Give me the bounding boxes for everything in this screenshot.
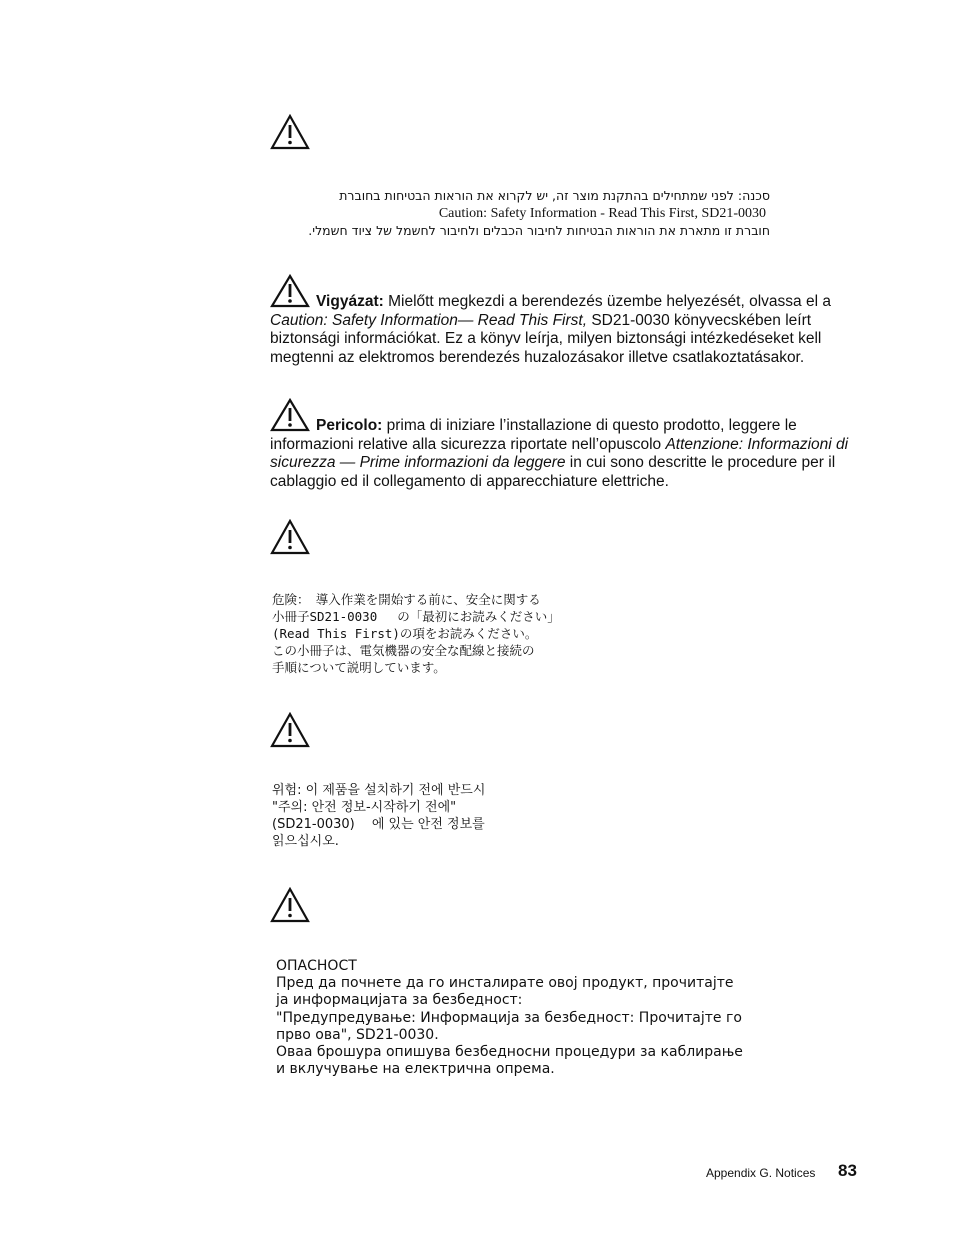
- warning-triangle-icon: [270, 887, 310, 923]
- korean-warning-line: 위험: 이 제품을 설치하기 전에 반드시: [272, 783, 486, 798]
- warning-triangle-icon: [270, 274, 310, 308]
- korean-warning-line: 읽으십시오.: [272, 834, 339, 849]
- hungarian-warning: [270, 274, 870, 367]
- macedonian-warning-line: Оваа брошура опишува безбедносни процедури за каблирање: [276, 1044, 743, 1061]
- korean-warning-line: (SD21-0030) 에 있는 안전 정보를: [272, 817, 485, 832]
- footer-section-title: Appendix G. Notices: [706, 1166, 816, 1180]
- italian-warning-label: Pericolo:: [316, 417, 383, 434]
- warning-triangle-icon: [270, 519, 310, 555]
- japanese-warning-line: 手順について説明しています。: [272, 660, 446, 675]
- macedonian-warning-line: и вклучување на електрична опрема.: [276, 1061, 555, 1078]
- macedonian-warning-line: Пред да почнете да го инсталирате овој продукт, прочитајте: [276, 975, 734, 992]
- italian-warning: [270, 398, 866, 491]
- warning-triangle-icon: [270, 712, 310, 748]
- page-number: 83: [838, 1161, 857, 1180]
- korean-warning-line: "주의: 안전 정보-시작하기 전에": [272, 800, 457, 815]
- japanese-warning-line: 小冊子SD21-0030 の「最初にお読みください」: [272, 609, 560, 624]
- hebrew-warning-line-1: סכנה: לפני שמתחילים בהתקנת מוצר זה, יש לקרוא את הוראות הבטיחות בחוברת: [339, 188, 770, 203]
- macedonian-warning: [276, 958, 743, 1078]
- italian-warning-text-2: in cui sono descritte le procedure per il cablaggio ed il collegamento di apparecchiature elettriche.: [270, 454, 836, 490]
- japanese-warning-line: 危険： 導入作業を開始する前に、安全に関する: [272, 592, 541, 607]
- macedonian-warning-line: ја информацијата за безбедност:: [276, 992, 523, 1009]
- macedonian-warning-line: ОПАСНОСТ: [276, 958, 357, 974]
- italian-warning-text-1: prima di iniziare l’installazione di questo prodotto, leggere le informazioni relative alla sicurezza riportate nell’opuscolo: [270, 417, 797, 453]
- italian-warning-doc-title: Attenzione: Informazioni di sicurezza — Prime informazioni da leggere: [270, 435, 849, 472]
- japanese-warning-line: この小冊子は、電気機器の安全な配線と接続の: [272, 643, 535, 658]
- hungarian-warning-text-2: SD21-0030 könyvecskében leírt biztonsági információkat. Ez a könyv leírja, milyen biztonsági intézkedéseket kell megtenni az elektromos berendezés huzalozásakor illetve csatlakoztatásakor.: [270, 311, 822, 366]
- hebrew-warning-line-3: חוברת זו מתארת את הוראות הבטיחות לחיבור הכבלים ולחיבור לחשמל של ציוד חשמלי.: [308, 223, 770, 238]
- macedonian-warning-line: прво ова", SD21-0030.: [276, 1026, 439, 1043]
- hungarian-warning-text-1: Mielőtt megkezdi a berendezés üzembe helyezését, olvassa el a: [383, 293, 831, 310]
- hebrew-warning-caption: Caution: Safety Information - Read This First, SD21-0030: [438, 206, 766, 221]
- warning-triangle-icon: [270, 398, 310, 432]
- hungarian-warning-label: Vigyázat:: [316, 293, 384, 310]
- japanese-warning-line: (Read This First)の項をお読みください。: [272, 626, 538, 641]
- korean-warning: [272, 782, 485, 850]
- warning-triangle-icon: [270, 114, 310, 150]
- japanese-warning: [272, 591, 560, 676]
- macedonian-warning-line: "Предупредување: Информација за безбедност: Прочитајте го: [276, 1009, 742, 1026]
- hungarian-warning-doc-title: Caution: Safety Information— Read This First,: [270, 311, 588, 329]
